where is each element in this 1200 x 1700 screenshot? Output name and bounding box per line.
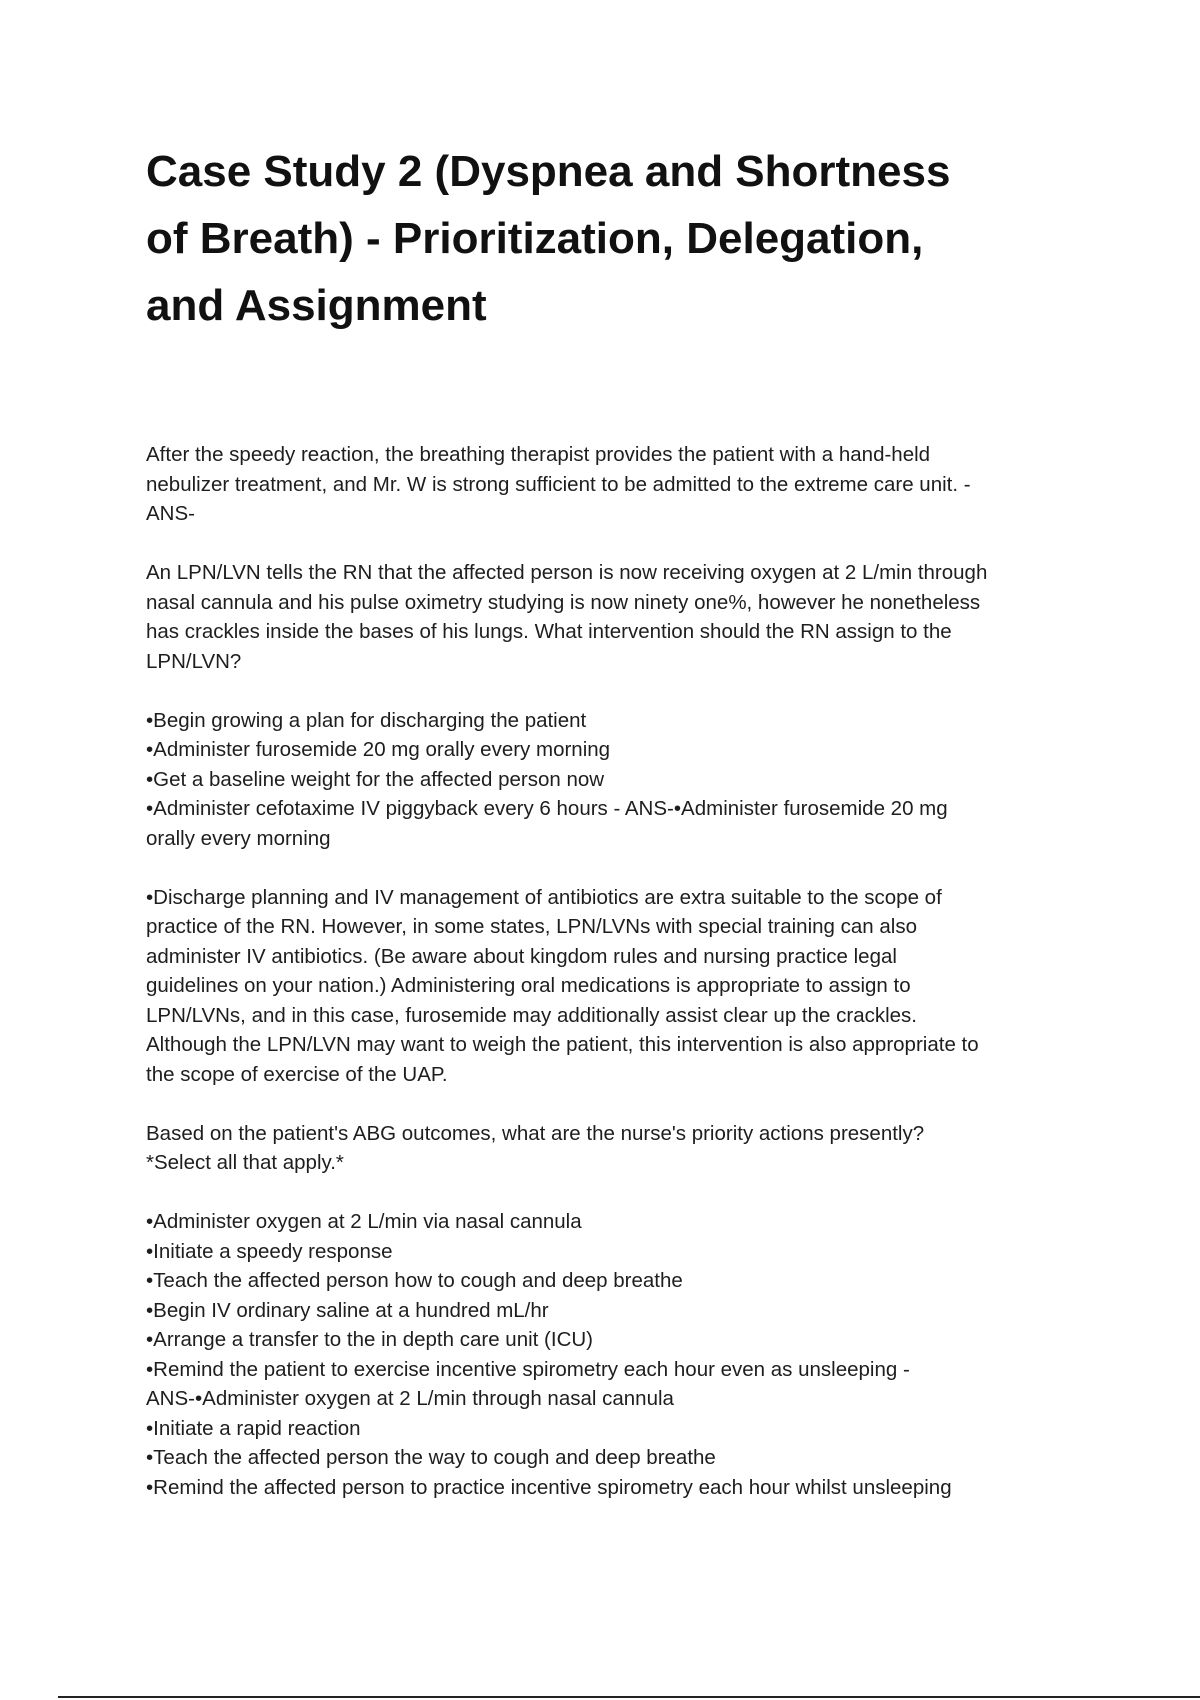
option-line: •Begin IV ordinary saline at a hundred mL/hr xyxy=(146,1298,549,1322)
text-line: nebulizer treatment, and Mr. W is strong sufficient to be admitted to the extreme care unit. - xyxy=(146,472,971,496)
question-1-paragraph xyxy=(146,558,1076,676)
option-line: •Administer oxygen at 2 L/min via nasal cannula xyxy=(146,1210,582,1233)
option-line: •Initiate a rapid reaction xyxy=(146,1416,361,1440)
question-2-paragraph xyxy=(146,1119,1076,1178)
text-line: nasal cannula and his pulse oximetry studying is now ninety one%, however he nonetheless xyxy=(146,590,981,614)
text-line: has crackles inside the bases of his lungs. What intervention should the RN assign to the xyxy=(146,620,952,643)
title-line: Case Study 2 (Dyspnea and Shortness xyxy=(146,147,951,196)
text-line: After the speedy reaction, the breathing therapist provides the patient with a hand-held xyxy=(146,443,931,466)
text-line: the scope of exercise of the UAP. xyxy=(146,1062,448,1086)
title-line: of Breath) - Prioritization, Delegation, xyxy=(146,214,924,263)
option-line: •Initiate a speedy response xyxy=(146,1239,393,1263)
text-line: practice of the RN. However, in some states, LPN/LVNs with special training can also xyxy=(146,915,917,938)
rationale-paragraph xyxy=(146,883,1076,1090)
text-line: guidelines on your nation.) Administering oral medications is appropriate to assign to xyxy=(146,974,911,997)
option-line: ANS-•Administer oxygen at 2 L/min through nasal cannula xyxy=(146,1387,674,1410)
text-line: •Discharge planning and IV management of antibiotics are extra suitable to the scope of xyxy=(146,885,942,909)
document-body xyxy=(146,440,1076,1532)
page-title xyxy=(146,138,1046,339)
text-line: LPN/LVNs, and in this case, furosemide may additionally assist clear up the crackles. xyxy=(146,1003,918,1027)
text-line: An LPN/LVN tells the RN that the affected person is now receiving oxygen at 2 L/min through xyxy=(146,561,988,584)
text-line: administer IV antibiotics. (Be aware about kingdom rules and nursing practice legal xyxy=(146,944,897,968)
option-line: •Arrange a transfer to the in depth care unit (ICU) xyxy=(146,1328,594,1351)
option-line: •Administer furosemide 20 mg orally every morning xyxy=(146,738,611,761)
question-2-options xyxy=(146,1207,1076,1502)
option-line: •Teach the affected person the way to cough and deep breathe xyxy=(146,1446,716,1469)
option-line: •Get a baseline weight for the affected person now xyxy=(146,767,605,791)
option-line: orally every morning xyxy=(146,826,331,850)
option-line: •Begin growing a plan for discharging the patient xyxy=(146,708,587,732)
text-line: LPN/LVN? xyxy=(146,649,242,673)
text-line: ANS- xyxy=(146,502,195,525)
option-line: •Teach the affected person how to cough and deep breathe xyxy=(146,1269,683,1292)
text-line: Although the LPN/LVN may want to weigh the patient, this intervention is also appropriate to xyxy=(146,1033,979,1056)
text-line: Based on the patient's ABG outcomes, what are the nurse's priority actions presently? xyxy=(146,1121,925,1145)
option-line: •Remind the affected person to practice incentive spirometry each hour whilst unsleeping xyxy=(146,1475,952,1499)
title-line: and Assignment xyxy=(146,281,487,330)
option-line: •Remind the patient to exercise incentive spirometry each hour even as unsleeping - xyxy=(146,1357,910,1381)
text-line: *Select all that apply.* xyxy=(146,1151,344,1174)
page-bottom-divider xyxy=(58,1696,1200,1698)
question-1-options xyxy=(146,706,1076,854)
intro-paragraph xyxy=(146,440,1076,529)
option-line: •Administer cefotaxime IV piggyback every 6 hours - ANS-•Administer furosemide 20 mg xyxy=(146,797,948,820)
